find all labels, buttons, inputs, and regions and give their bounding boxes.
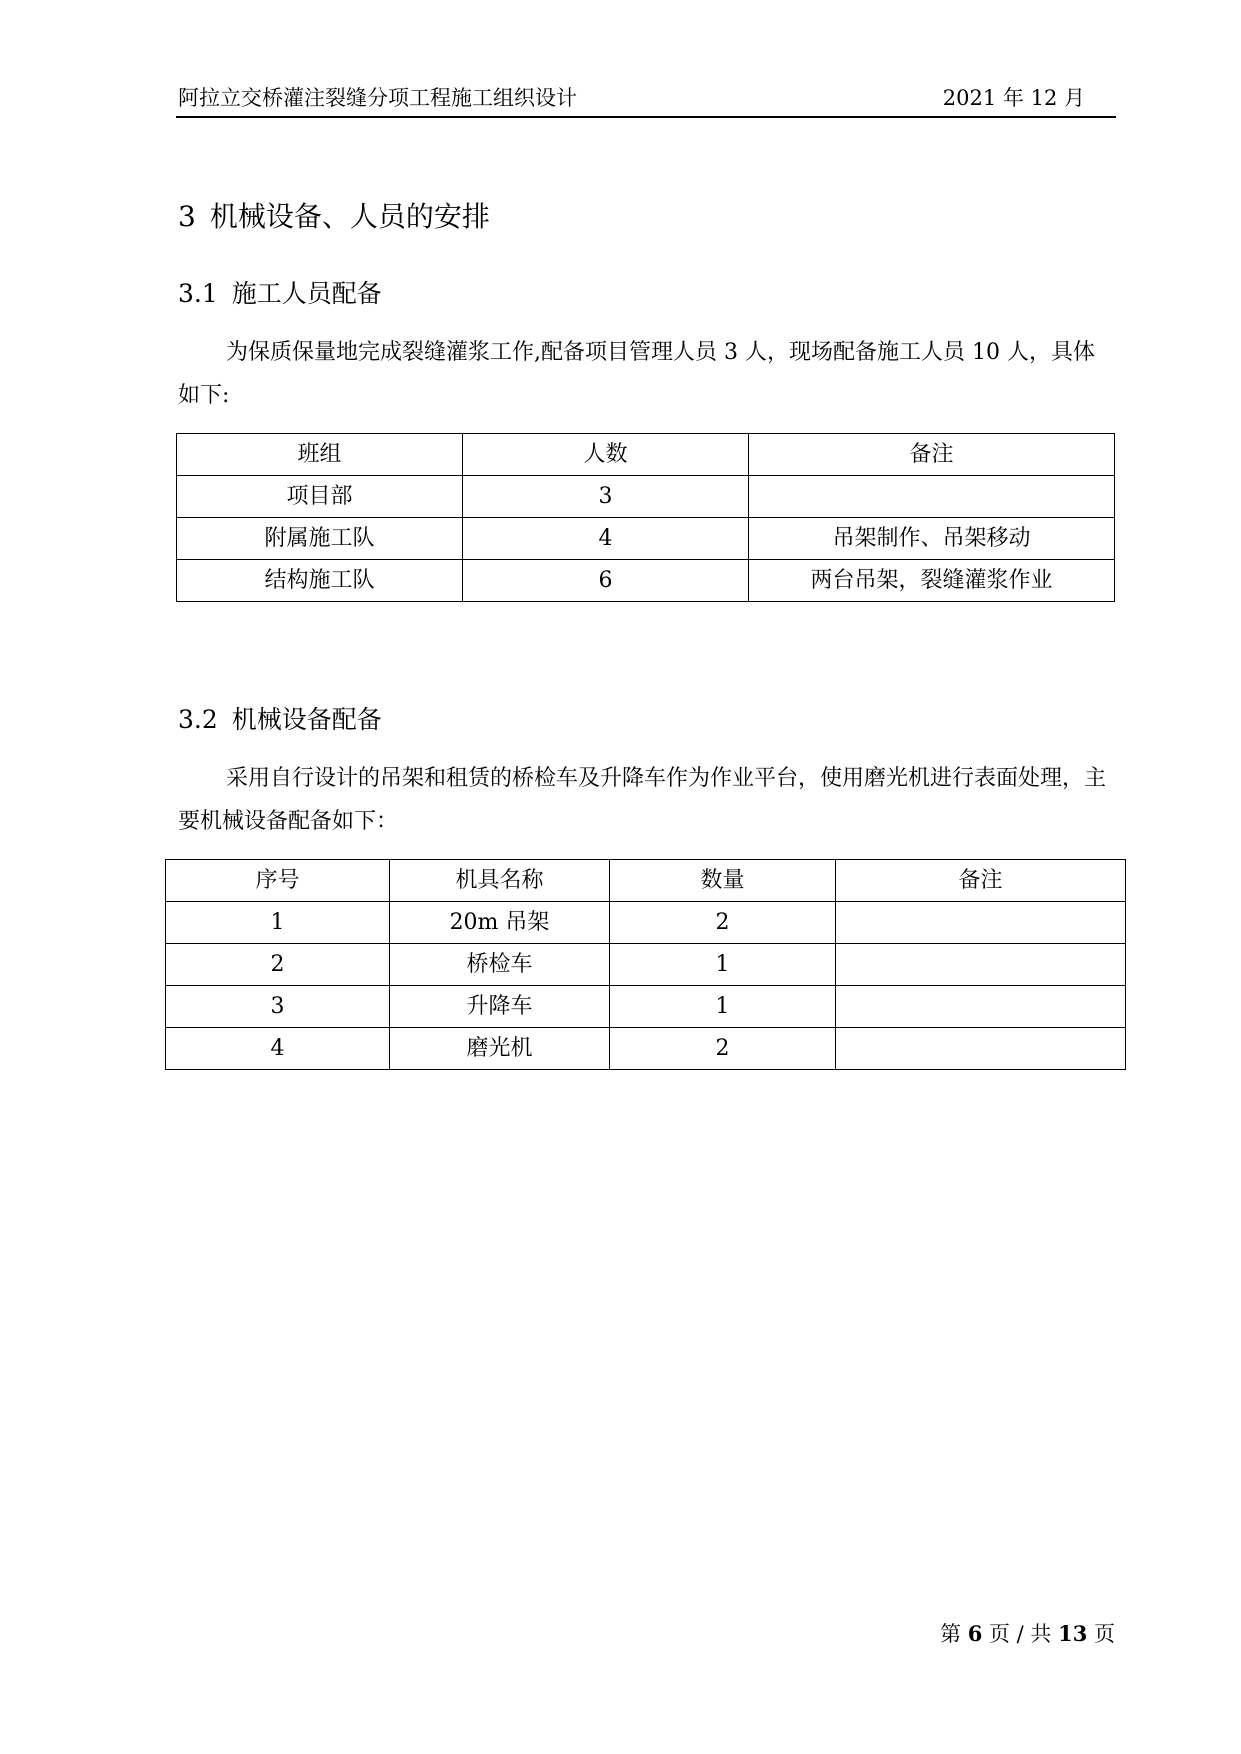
cell-team: 附属施工队	[177, 518, 463, 560]
cell-remark	[836, 986, 1126, 1028]
cell-index: 4	[166, 1028, 390, 1070]
table-row	[177, 476, 1115, 518]
cell-index: 1	[166, 902, 390, 944]
section-3-1-heading	[178, 278, 382, 310]
cell-equipment-name: 桥检车	[390, 944, 610, 986]
table-header-row	[166, 860, 1126, 902]
cell-equipment-name: 磨光机	[390, 1028, 610, 1070]
table-row	[166, 986, 1126, 1028]
cell-remark	[836, 902, 1126, 944]
header-cell-quantity: 数量	[610, 860, 836, 902]
header-cell-remark: 备注	[749, 434, 1115, 476]
table-header-row	[177, 434, 1115, 476]
header-cell-team: 班组	[177, 434, 463, 476]
section-3-1-number: 3.1	[178, 279, 218, 308]
document-date: 2021 年 12 月	[942, 86, 1085, 110]
header-cell-remark: 备注	[836, 860, 1126, 902]
section-3-2-paragraph: 采用自行设计的吊架和租赁的桥检车及升降车作为作业平台，使用磨光机进行表面处理，主要机械设备配备如下：	[178, 766, 1107, 834]
section-3-1-paragraph: 为保质保量地完成裂缝灌浆工作,配备项目管理人员 3 人，现场配备施工人员 10 人，具体如下:	[178, 340, 1095, 408]
section-3-heading	[178, 199, 490, 235]
section-3-1-title: 施工人员配备	[231, 279, 382, 308]
table-row	[166, 944, 1126, 986]
cell-index: 3	[166, 986, 390, 1028]
section-3-title: 机械设备、人员的安排	[209, 200, 490, 233]
cell-quantity: 1	[610, 986, 836, 1028]
page-footer	[940, 1621, 1115, 1647]
table-row	[166, 1028, 1126, 1070]
cell-remark: 两台吊架，裂缝灌浆作业	[749, 560, 1115, 602]
header-cell-index: 序号	[166, 860, 390, 902]
section-3-2-title: 机械设备配备	[231, 705, 382, 734]
footer-suffix: 页	[1094, 1622, 1116, 1646]
total-page-count: 13	[1058, 1621, 1088, 1646]
cell-index: 2	[166, 944, 390, 986]
cell-equipment-name: 20m 吊架	[390, 902, 610, 944]
section-3-2-heading	[178, 704, 382, 736]
cell-remark	[836, 944, 1126, 986]
equipment-table	[165, 859, 1126, 1070]
table-row	[166, 902, 1126, 944]
cell-remark	[836, 1028, 1126, 1070]
cell-count: 3	[463, 476, 749, 518]
section-3-2-number: 3.2	[178, 705, 218, 734]
cell-team: 结构施工队	[177, 560, 463, 602]
section-3-number: 3	[178, 200, 196, 233]
table-row	[177, 560, 1115, 602]
cell-count: 4	[463, 518, 749, 560]
page-header	[176, 86, 1116, 118]
table-row	[177, 518, 1115, 560]
cell-quantity: 1	[610, 944, 836, 986]
cell-remark: 吊架制作、吊架移动	[749, 518, 1115, 560]
cell-quantity: 2	[610, 902, 836, 944]
cell-equipment-name: 升降车	[390, 986, 610, 1028]
current-page-number: 6	[967, 1621, 983, 1646]
cell-count: 6	[463, 560, 749, 602]
personnel-table	[176, 433, 1115, 602]
cell-quantity: 2	[610, 1028, 836, 1070]
document-title: 阿拉立交桥灌注裂缝分项工程施工组织设计	[178, 86, 577, 110]
footer-prefix: 第	[940, 1622, 961, 1646]
header-cell-equipment-name: 机具名称	[390, 860, 610, 902]
cell-team: 项目部	[177, 476, 463, 518]
footer-middle: 页 / 共	[989, 1622, 1052, 1646]
cell-remark	[749, 476, 1115, 518]
header-cell-count: 人数	[463, 434, 749, 476]
